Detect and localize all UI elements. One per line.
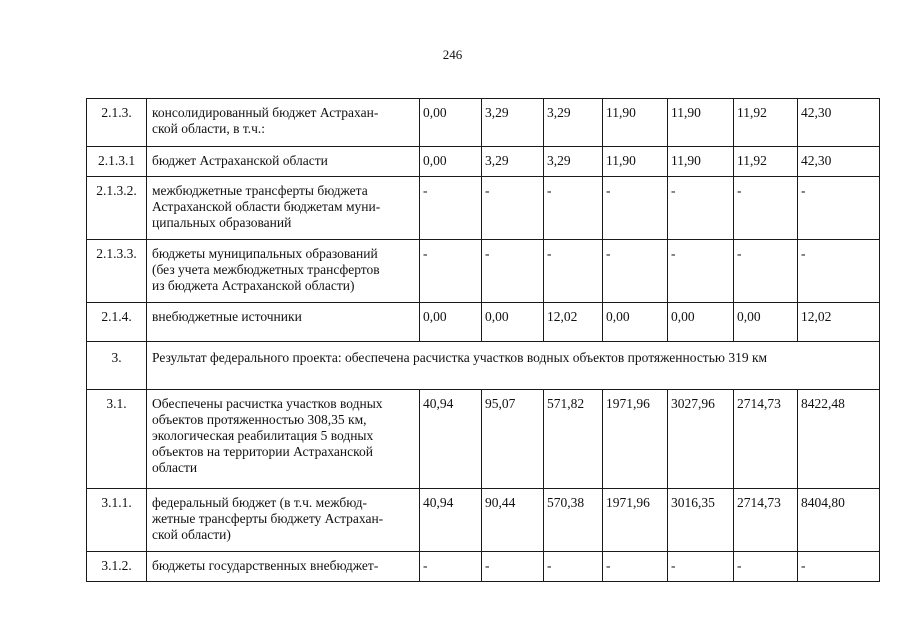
value-cell: 3,29 [544,99,603,147]
value-cell: 0,00 [603,303,668,342]
value-cell: 0,00 [420,303,482,342]
page-number: 246 [442,47,463,62]
value-cell: 11,90 [603,147,668,177]
table-row [87,552,880,582]
value-cell: 0,00 [482,303,544,342]
row-number: 3.1.2. [87,552,147,582]
value-cell: - [734,177,798,240]
value-cell: - [420,177,482,240]
table-row [87,303,880,342]
value-cell: 571,82 [544,390,603,489]
total-cell: 42,30 [798,99,880,147]
value-cell: 2714,73 [734,390,798,489]
value-cell: - [734,552,798,582]
value-cell: - [420,240,482,303]
value-cell: 2714,73 [734,489,798,552]
value-cell: 3027,96 [668,390,734,489]
value-cell: 3,29 [544,147,603,177]
value-cell: - [420,552,482,582]
value-cell: - [603,240,668,303]
value-cell: - [668,552,734,582]
row-description: бюджеты муниципальных образований (без учета межбюджетных трансфертов из бюджета Астраханской области) [147,240,420,303]
value-cell: - [482,552,544,582]
value-cell: - [734,240,798,303]
value-cell: 90,44 [482,489,544,552]
row-description: федеральный бюджет (в т.ч. межбюд- жетные трансферты бюджету Астрахан- ской области) [147,489,420,552]
value-cell: 11,92 [734,147,798,177]
value-cell: 0,00 [420,99,482,147]
value-cell: 3,29 [482,147,544,177]
value-cell: 3016,35 [668,489,734,552]
table-row [87,147,880,177]
total-cell: 8422,48 [798,390,880,489]
value-cell: - [482,177,544,240]
total-cell: 42,30 [798,147,880,177]
table-row [87,99,880,147]
value-cell: 0,00 [420,147,482,177]
table-row [87,240,880,303]
row-number: 3.1.1. [87,489,147,552]
value-cell: 95,07 [482,390,544,489]
total-cell: - [798,240,880,303]
value-cell: 11,90 [603,99,668,147]
row-description: внебюджетные источники [147,303,420,342]
total-cell: - [798,552,880,582]
value-cell: 40,94 [420,489,482,552]
table-row [87,489,880,552]
row-number: 2.1.4. [87,303,147,342]
row-number: 2.1.3.3. [87,240,147,303]
value-cell: 0,00 [668,303,734,342]
value-cell: - [668,177,734,240]
value-cell: 12,02 [544,303,603,342]
section-row [87,342,880,390]
row-number: 2.1.3. [87,99,147,147]
row-description: консолидированный бюджет Астрахан- ской области, в т.ч.: [147,99,420,147]
row-description: бюджет Астраханской области [147,147,420,177]
value-cell: - [482,240,544,303]
value-cell: 1971,96 [603,390,668,489]
table-row [87,177,880,240]
value-cell: 3,29 [482,99,544,147]
value-cell: 11,90 [668,147,734,177]
value-cell: 11,92 [734,99,798,147]
budget-table [86,98,880,582]
section-title: Результат федерального проекта: обеспечена расчистка участков водных объектов протяженностью 319 км [147,342,880,390]
row-number: 3.1. [87,390,147,489]
row-number: 2.1.3.2. [87,177,147,240]
value-cell: 0,00 [734,303,798,342]
value-cell: - [603,177,668,240]
total-cell: 12,02 [798,303,880,342]
value-cell: - [544,177,603,240]
value-cell: - [603,552,668,582]
value-cell: - [544,552,603,582]
row-description: Обеспечены расчистка участков водных объектов протяженностью 308,35 км, экологическая реабилитация 5 водных объектов на территории Астраханской области [147,390,420,489]
value-cell: 570,38 [544,489,603,552]
total-cell: - [798,177,880,240]
row-description: межбюджетные трансферты бюджета Астраханской области бюджетам муни- ципальных образований [147,177,420,240]
row-number: 2.1.3.1 [87,147,147,177]
value-cell: 1971,96 [603,489,668,552]
row-number: 3. [87,342,147,390]
value-cell: 11,90 [668,99,734,147]
value-cell: - [668,240,734,303]
row-description: бюджеты государственных внебюджет- [147,552,420,582]
table-row [87,390,880,489]
value-cell: 40,94 [420,390,482,489]
value-cell: - [544,240,603,303]
total-cell: 8404,80 [798,489,880,552]
